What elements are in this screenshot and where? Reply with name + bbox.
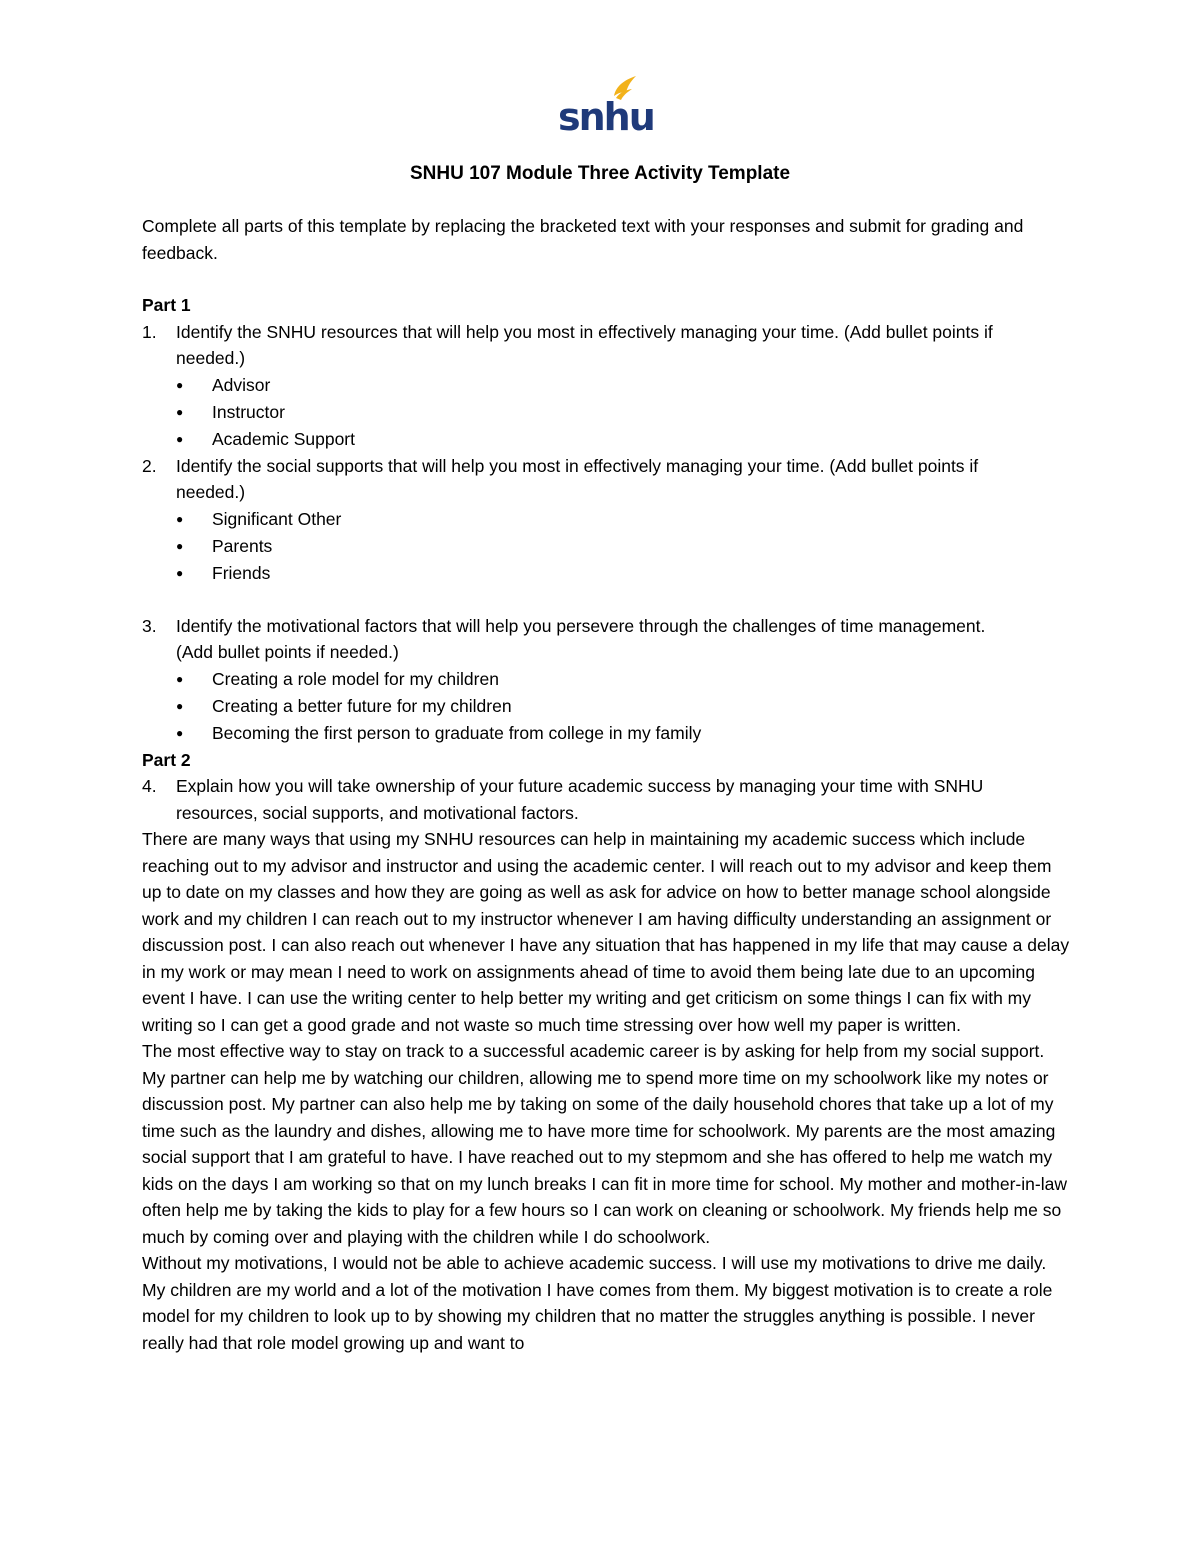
list-item: ● Advisor bbox=[176, 372, 1072, 399]
question-1 bbox=[142, 319, 1072, 372]
list-item: ● Significant Other bbox=[176, 506, 1072, 533]
bullet-icon: ● bbox=[176, 565, 184, 580]
bullet-icon: ● bbox=[176, 511, 184, 526]
response-paragraph: Without my motivations, I would not be able to achieve academic success. I will use my motivations to drive me daily. My children are my world and a lot of the motivation I have comes from them. My biggest motivation is to create a role model for my children to look up to by showing my children that no matter the struggles anything is possible. I never really had that role model growing up and want to bbox=[142, 1253, 1053, 1353]
list-item: ● Instructor bbox=[176, 399, 1072, 426]
document-body bbox=[142, 213, 1072, 1356]
snhu-logo bbox=[556, 74, 654, 139]
list-item: ● Parents bbox=[176, 533, 1072, 560]
bullet-icon: ● bbox=[176, 698, 184, 713]
question-text: Identify the motivational factors that will help you persevere through the challenges of time management. (Add bullet points if needed.) bbox=[176, 615, 986, 662]
q2-bullet-list bbox=[142, 506, 1072, 587]
intro-text: Complete all parts of this template by replacing the bracketed text with your responses and submit for grading and feedback. bbox=[142, 216, 1024, 263]
q1-bullet-list bbox=[142, 372, 1072, 453]
q3-bullet-list bbox=[142, 666, 1072, 747]
logo-wordmark: snhu bbox=[558, 95, 654, 139]
list-item: ● Creating a role model for my children bbox=[176, 666, 1072, 693]
list-item: ● Academic Support bbox=[176, 426, 1072, 453]
question-number: 1. bbox=[142, 321, 157, 342]
list-item: ● Becoming the first person to graduate from college in my family bbox=[176, 720, 1072, 747]
bullet-icon: ● bbox=[176, 404, 184, 419]
question-number: 4. bbox=[142, 776, 157, 796]
question-number: 3. bbox=[142, 615, 157, 636]
part1-heading: Part 1 bbox=[142, 295, 191, 315]
list-item: ● Creating a better future for my children bbox=[176, 693, 1072, 720]
question-number: 2. bbox=[142, 455, 157, 476]
bullet-icon: ● bbox=[176, 725, 184, 740]
bullet-icon: ● bbox=[176, 431, 184, 446]
part2-heading: Part 2 bbox=[142, 749, 191, 770]
question-text: Identify the SNHU resources that will help you most in effectively managing your time. (Add bullet points if needed.) bbox=[176, 321, 993, 368]
response-paragraph: There are many ways that using my SNHU resources can help in maintaining my academic success which include reaching out to my advisor and instructor and using the academic center. I will reach out to my advisor and keep them up to date on my classes and how they are going as well as ask for advice on how to better manage school alongside work and my children I can reach out to my instructor whenever I am having difficulty understanding an assignment or discussion post. I can also reach out whenever I have any situation that has happened in my life that may cause a delay in my work or may mean I need to work on assignments ahead of time to avoid them being late due to an upcoming event I have. I can use the writing center to help better my writing and get criticism on some things I can fix with my writing so I can get a good grade and not waste so much time stressing over how well my paper is written. bbox=[142, 829, 1070, 1035]
list-item: ● Friends bbox=[176, 560, 1072, 587]
bullet-icon: ● bbox=[176, 671, 184, 686]
bullet-icon: ● bbox=[176, 377, 184, 392]
response-paragraph: The most effective way to stay on track to a successful academic career is by asking for help from my social support. My partner can help me by watching our children, allowing me to spend more time on my schoolwork like my notes or discussion post. My partner can also help me by taking on some of the daily household chores that take up a lot of my time such as the laundry and dishes, allowing me to have more time for schoolwork. My parents are the most amazing social support that I am grateful to have. I have reached out to my stepmom and she has offered to help me watch my kids on the days I am working so that on my lunch breaks I can fit in more time for school. My mother and mother-in-law often help me by taking the kids to play for a few hours so I can work on cleaning or schoolwork. My friends help me so much by coming over and playing with the children while I do schoolwork. bbox=[142, 1041, 1067, 1247]
question-4 bbox=[142, 773, 1072, 826]
question-text: Identify the social supports that will help you most in effectively managing your time. (Add bullet points if needed.) bbox=[176, 455, 979, 502]
question-3 bbox=[142, 613, 1072, 666]
question-text: Explain how you will take ownership of your future academic success by managing your time with SNHU resources, social supports, and motivational factors. bbox=[176, 776, 984, 823]
bullet-icon: ● bbox=[176, 538, 184, 553]
document-title: SNHU 107 Module Three Activity Template bbox=[409, 163, 791, 184]
question-2 bbox=[142, 453, 1072, 506]
